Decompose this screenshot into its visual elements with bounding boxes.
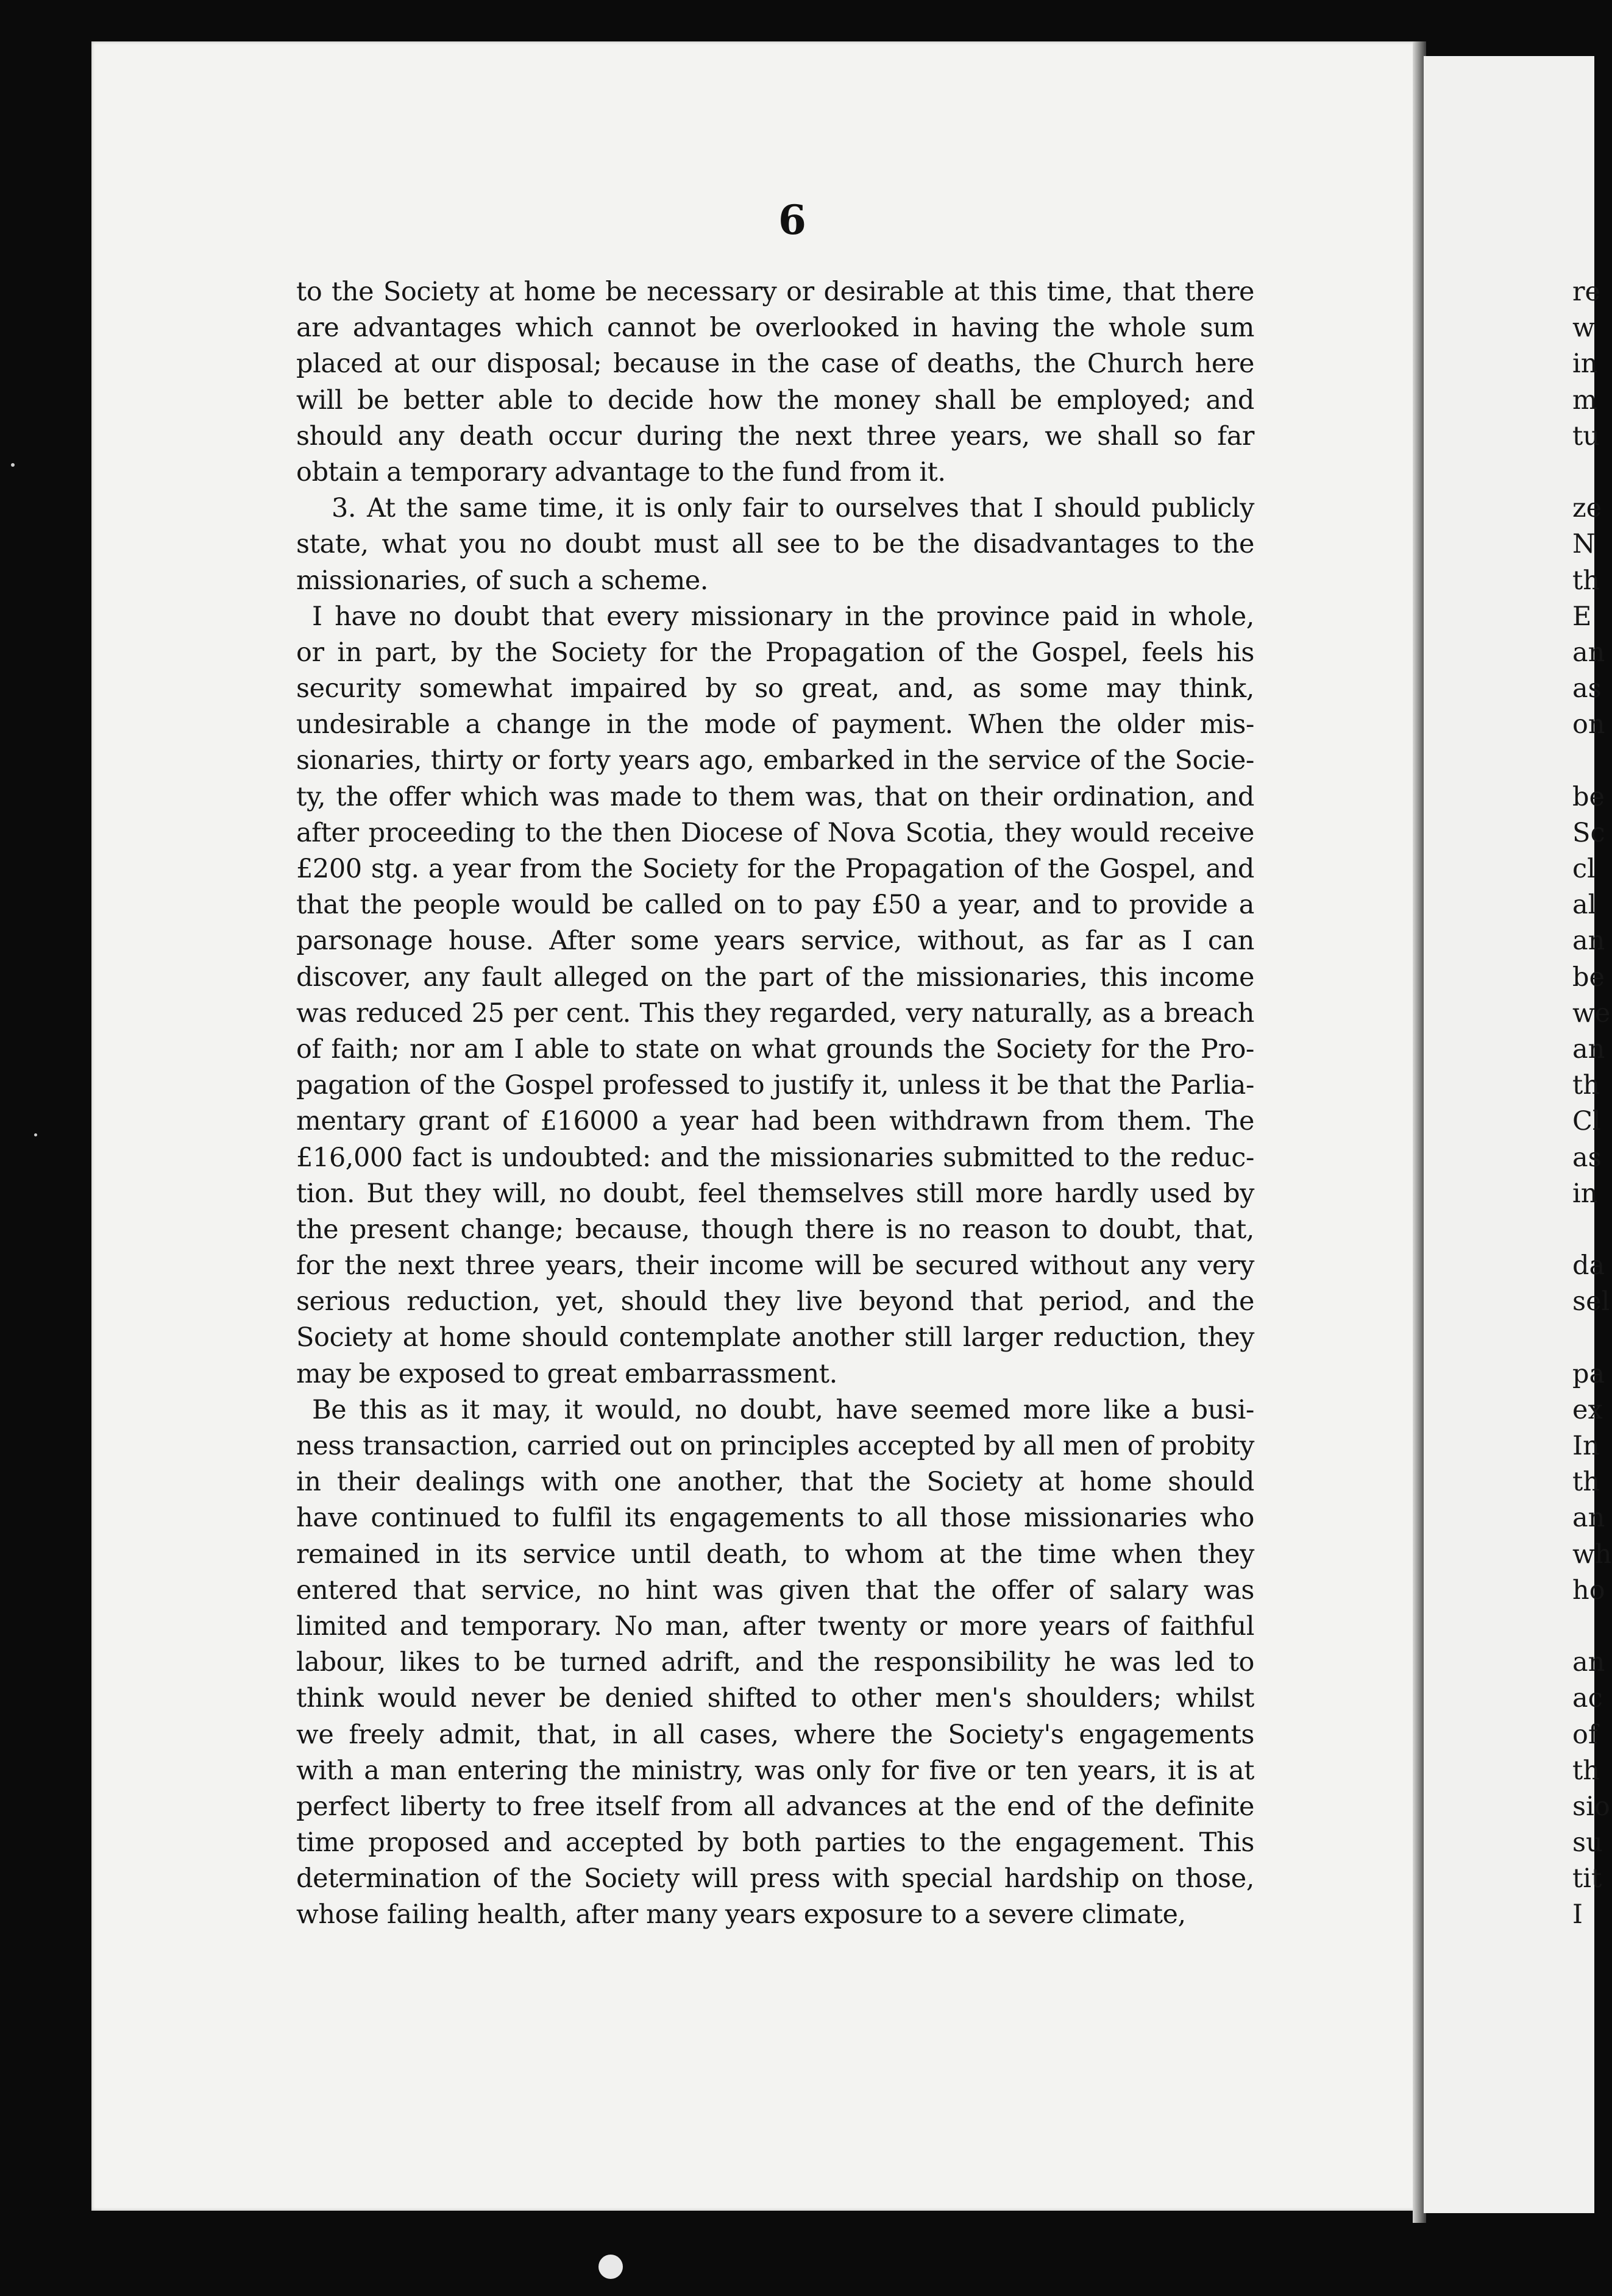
text-line: with a man entering the ministry, was only for five or ten years, it is at <box>296 1755 1254 1786</box>
text-line: will be better able to decide how the money shall be employed; and <box>296 384 1254 416</box>
text-line: think would never be denied shifted to other men's shoulders; whilst <box>296 1683 1254 1714</box>
margin-fragment: sel <box>1572 1286 1610 1317</box>
margin-fragment: an <box>1572 1647 1605 1678</box>
text-line: of faith; nor am I able to state on what grounds the Society for the Pro- <box>296 1033 1254 1065</box>
margin-fragment: Cl <box>1572 1106 1601 1137</box>
margin-fragment: pa <box>1572 1358 1605 1389</box>
next-page-margin-text <box>1572 274 1612 1933</box>
margin-fragment: tu <box>1572 420 1600 452</box>
text-line: £16,000 fact is undoubted: and the missionaries submitted to the reduc- <box>296 1142 1254 1173</box>
text-line: determination of the Society will press with special hardship on those, <box>296 1863 1254 1894</box>
text-line: after proceeding to the then Diocese of Nova Scotia, they would receive <box>296 817 1254 848</box>
text-line: Society at home should contemplate another still larger reduction, they <box>296 1322 1254 1353</box>
text-line: security somewhat impaired by so great, and, as some may think, <box>296 673 1254 704</box>
margin-fragment: an <box>1572 1503 1605 1534</box>
text-line: entered that service, no hint was given that the offer of salary was <box>296 1575 1254 1606</box>
text-line: 3. At the same time, it is only fair to ourselves that I should publicly <box>332 493 1254 524</box>
text-line: ness transaction, carried out on principles accepted by all men of probity <box>296 1431 1254 1461</box>
margin-fragment: I <box>1572 1899 1583 1930</box>
text-line: for the next three years, their income will be secured without any very <box>296 1250 1254 1281</box>
margin-fragment: In <box>1572 1431 1600 1461</box>
text-line: £200 stg. a year from the Society for the Propagation of the Gospel, and <box>296 854 1254 884</box>
margin-fragment: th <box>1572 1467 1600 1498</box>
text-line: was reduced 25 per cent. This they regarded, very naturally, as a breach <box>296 997 1254 1029</box>
text-line: I have no doubt that every missionary in the province paid in whole, <box>312 601 1254 632</box>
margin-fragment: E <box>1572 601 1592 632</box>
margin-fragment: an <box>1572 1033 1605 1065</box>
margin-fragment: th <box>1572 1755 1600 1786</box>
margin-fragment <box>1572 1320 1612 1356</box>
margin-fragment <box>1572 455 1612 491</box>
margin-fragment: on <box>1572 709 1605 740</box>
margin-fragment: Sc <box>1572 817 1605 848</box>
margin-fragment: m <box>1572 384 1597 416</box>
margin-fragment: ho <box>1572 1575 1605 1606</box>
margin-fragment: in <box>1572 349 1598 380</box>
text-line: serious reduction, yet, should they live beyond that period, and the <box>296 1286 1254 1317</box>
text-line: Be this as it may, it would, no doubt, have seemed more like a busi- <box>312 1394 1254 1425</box>
margin-fragment <box>1572 1609 1612 1645</box>
body-text <box>296 274 1254 1933</box>
text-line: state, what you no doubt must all see to be the disadvantages to the <box>296 529 1254 560</box>
text-line: are advantages which cannot be overlooked in having the whole sum <box>296 313 1254 344</box>
margin-fragment: re <box>1572 277 1601 307</box>
margin-fragment: th <box>1572 1070 1600 1101</box>
margin-fragment: tit <box>1572 1863 1602 1894</box>
text-line: labour, likes to be turned adrift, and the responsibility he was led to <box>296 1647 1254 1678</box>
margin-fragment: ze <box>1572 493 1602 524</box>
margin-fragment: da <box>1572 1250 1605 1281</box>
margin-fragment: as <box>1572 1142 1602 1173</box>
margin-fragment: be <box>1572 962 1605 993</box>
text-line: ty, the offer which was made to them was, that on their ordination, and <box>296 781 1254 812</box>
margin-fragment: al <box>1572 890 1597 921</box>
text-line: remained in its service until death, to whom at the time when they <box>296 1539 1254 1570</box>
text-line: undesirable a change in the mode of payment. When the older mis- <box>296 709 1254 740</box>
margin-fragment: an <box>1572 637 1605 668</box>
dust-speck <box>11 463 15 467</box>
text-line: to the Society at home be necessary or desirable at this time, that there <box>296 277 1254 307</box>
text-line: tion. But they will, no doubt, feel themselves still more hardly used by <box>296 1178 1254 1209</box>
page-number: 6 <box>778 196 806 244</box>
text-line: obtain a temporary advantage to the fund from it. <box>296 456 946 487</box>
text-line: or in part, by the Society for the Propagation of the Gospel, feels his <box>296 637 1254 668</box>
margin-fragment: N <box>1572 529 1596 560</box>
text-line: should any death occur during the next three years, we shall so far <box>296 420 1254 452</box>
text-line: placed at our disposal; because in the case of deaths, the Church here <box>296 349 1254 380</box>
margin-fragment: ac <box>1572 1683 1603 1714</box>
margin-fragment <box>1572 1212 1612 1248</box>
text-line: the present change; because, though there is no reason to doubt, that, <box>296 1214 1254 1245</box>
margin-fragment: we <box>1572 997 1611 1029</box>
text-line: in their dealings with one another, that the Society at home should <box>296 1467 1254 1498</box>
text-line: perfect liberty to free itself from all advances at the end of the definite <box>296 1791 1254 1822</box>
margin-fragment: th <box>1572 565 1600 596</box>
text-line: have continued to fulfil its engagements to all those missionaries who <box>296 1503 1254 1534</box>
margin-fragment: wh <box>1572 1539 1612 1570</box>
margin-fragment: sio <box>1572 1791 1610 1822</box>
text-line: pagation of the Gospel professed to justify it, unless it be that the Parlia- <box>296 1070 1254 1101</box>
margin-fragment: su <box>1572 1827 1603 1858</box>
margin-fragment: of <box>1572 1719 1598 1750</box>
text-line: sionaries, thirty or forty years ago, embarked in the service of the Socie- <box>296 745 1254 776</box>
dust-speck <box>34 1133 37 1136</box>
margin-fragment <box>1572 743 1612 779</box>
text-line: may be exposed to great embarrassment. <box>296 1358 837 1389</box>
margin-fragment: an <box>1572 926 1605 957</box>
text-line: limited and temporary. No man, after twenty or more years of faithful <box>296 1610 1254 1642</box>
text-line: whose failing health, after many years exposure to a severe climate, <box>296 1899 1186 1930</box>
text-line: time proposed and accepted by both parties to the engagement. This <box>296 1827 1254 1858</box>
text-line: discover, any fault alleged on the part of the missionaries, this income <box>296 962 1254 993</box>
page-right-edge <box>1424 56 1594 2213</box>
margin-fragment: in <box>1572 1178 1598 1209</box>
text-line: we freely admit, that, in all cases, where the Society's engagements <box>296 1719 1254 1750</box>
margin-fragment: w <box>1572 313 1595 344</box>
margin-fragment: as <box>1572 673 1602 704</box>
margin-fragment: cl <box>1572 854 1596 884</box>
margin-fragment: ex <box>1572 1394 1603 1425</box>
margin-fragment: be <box>1572 781 1605 812</box>
bottom-blot <box>598 2255 623 2279</box>
text-line: that the people would be called on to pay £50 a year, and to provide a <box>296 890 1254 921</box>
text-line: parsonage house. After some years service, without, as far as I can <box>296 926 1254 957</box>
text-line: missionaries, of such a scheme. <box>296 565 709 596</box>
text-line: mentary grant of £16000 a year had been withdrawn from them. The <box>296 1106 1254 1137</box>
